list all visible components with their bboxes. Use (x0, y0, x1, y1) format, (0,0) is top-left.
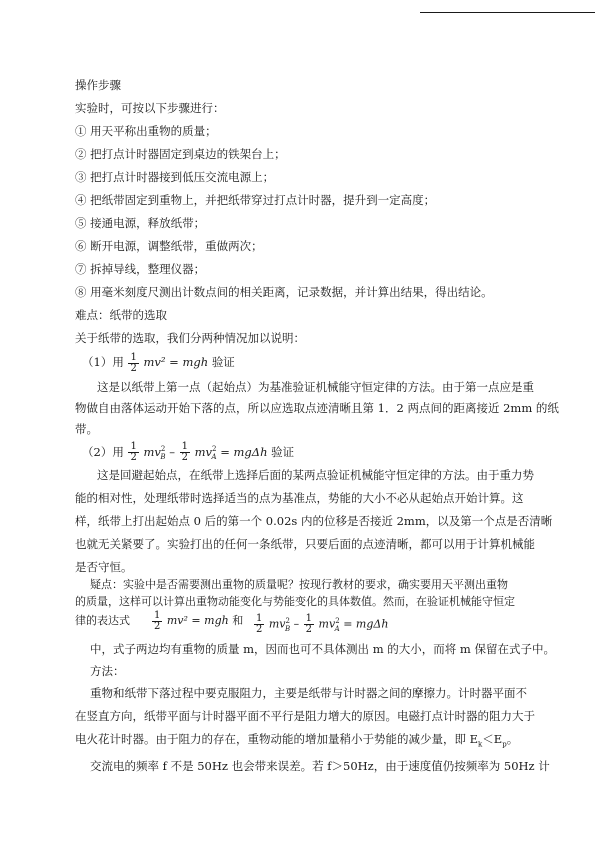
fraction-half: $\frac{1}{2}$ (130, 351, 137, 374)
step-item: ⑧ 用毫米刻度尺测出计数点间的相关距离，记录数据，并计算出结果，得出结论。 (75, 285, 493, 299)
step-item: ④ 把纸带固定到重物上，并把纸带穿过打点计时器，提升到一定高度； (75, 193, 436, 207)
case1-prefix: （1）用 (82, 355, 124, 369)
fraction-half: $\frac{1}{2}$ (130, 441, 137, 464)
step-item: ① 用天平称出重物的质量； (75, 124, 217, 138)
case2-prefix: （2）用 (82, 444, 124, 459)
expression-line: 律的表达式 $\frac{1}{2}$ mv² = mgh 和 (75, 609, 244, 632)
method-para-line: 在竖直方向，纸带平面与计时器平面不平行是阻力增大的原因。电磁打点计时器的阻力大于 (75, 709, 535, 723)
expr-prefix: 律的表达式 (75, 614, 130, 627)
case2-para-line: 样，纸带上打出起始点 0 后的第一个 0.02s 内的位移是否接近 2mm，以及第一个点是否清晰 (75, 514, 553, 528)
case1-para-line: 这是以纸带上第一点（起始点）为基准验证机械能守恒定律的方法。由于第一点应是重 (97, 380, 534, 394)
case1-formula: mv² = mgh (143, 355, 209, 369)
frequency-line: 交流电的频率 f 不是 50Hz 也会带来误差。若 f＞50Hz，由于速度值仍按频率为 50Hz 计 (90, 759, 550, 773)
choose-intro: 关于纸带的选取，我们分两种情况加以说明： (75, 331, 305, 345)
case1-line (82, 350, 235, 374)
case1-para-line: 物做自由落体运动开始下落的点，所以应选取点迹清晰且第 1．2 两点间的距离接近 2mm 的纸 (75, 401, 559, 415)
difficulty-heading: 难点：纸带的选取 (75, 308, 167, 322)
fraction-half: $\frac{1}{2}$ (256, 613, 263, 636)
case2-para-line: 也就无关紧要了。实验打出的任何一条纸带，只要后面的点迹清晰，都可以用于计算机械能 (75, 537, 535, 551)
case2-para-line: 是否守恒。 (75, 560, 133, 574)
case1-suffix: 验证 (211, 355, 235, 369)
fraction-half: $\frac{1}{2}$ (305, 613, 313, 636)
doubt-line: 的质量，这样可以计算出重物动能变化与势能变化的具体数值。然而，在验证机械能守恒定 (75, 595, 515, 608)
step-item: ② 把打点计时器固定到桌边的铁架台上； (75, 147, 286, 161)
case2-suffix: 验证 (271, 444, 295, 459)
method-para-line: 重物和纸带下落过程中要克服阻力，主要是纸带与计时器之间的摩擦力。计时器平面不 (90, 686, 527, 700)
expression-conclusion: 中，式子两边均有重物的质量 m，因而也可不具体测出 m 的大小，而将 m 保留在式子中。 (90, 642, 555, 656)
expression-formula-2: $\frac{1}{2}$ $mv^2_B$ – $\frac{1}{2}$ $mv^2_A = mg\Delta h$ (256, 613, 389, 636)
step-item: ⑥ 断开电源，调整纸带，重做两次； (75, 239, 263, 253)
expr-and: 和 (232, 614, 244, 627)
method-heading: 方法： (90, 664, 125, 678)
fraction-half: $\frac{1}{2}$ (154, 609, 161, 632)
doubt-line: 疑点：实验中是否需要测出重物的质量呢？按现行教材的要求，确实要用天平测出重物 (90, 578, 508, 591)
case1-para-line: 带。 (75, 422, 98, 436)
method-para-line: 电火花计时器。由于阻力的存在，重物动能的增加量稍小于势能的减少量，即 $E_k<E_p$。 (75, 732, 519, 749)
case2-para-line: 这是回避起始点，在纸带上选择后面的某两点验证机械能守恒定律的方法。由于重力势 (97, 468, 534, 482)
step-item: ⑤ 接通电源，释放纸带； (75, 216, 206, 230)
case2-line: （2）用 $\frac{1}{2}$ $mv^2_B$ – $\frac{1}{2}$ $mv^2_A = mg\Delta h$ 验证 (82, 441, 295, 464)
step-item: ⑦ 拆掉导线，整理仪器； (75, 262, 206, 276)
section-heading-steps: 操作步骤 (75, 78, 121, 92)
case2-formula-rhs: = mgΔh (220, 444, 268, 459)
steps-intro: 实验时，可按以下步骤进行： (75, 101, 225, 115)
case2-para-line: 能的相对性，处理纸带时选择适当的点为基准点，势能的大小不必从起始点开始计算。这 (75, 491, 524, 505)
fraction-half: $\frac{1}{2}$ (181, 441, 188, 464)
step-item: ③ 把打点计时器接到低压交流电源上； (75, 170, 275, 184)
